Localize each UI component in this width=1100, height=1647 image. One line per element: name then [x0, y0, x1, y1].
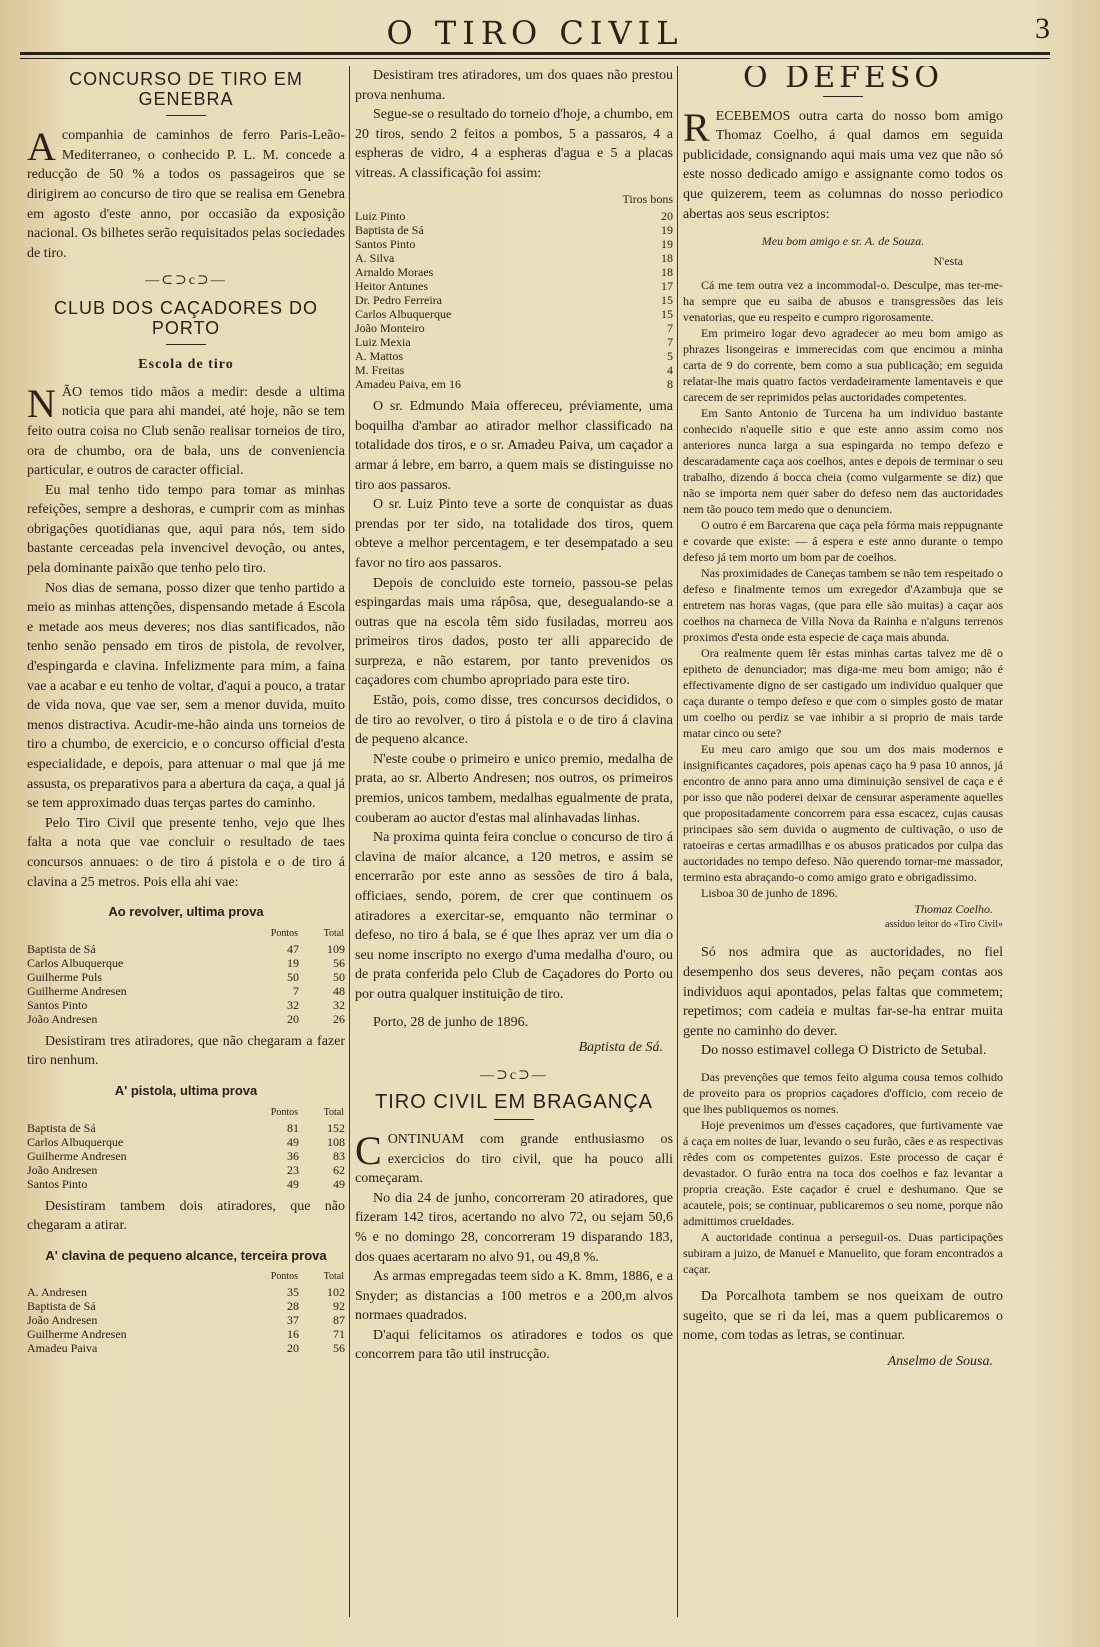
letter-signature-note: assiduo leitor do «Tiro Civil»: [885, 919, 1003, 931]
newspaper-title: O TIRO CIVIL: [386, 14, 684, 52]
paragraph-text: ONTINUAM com grande enthusiasmo os exercicios do tiro civil, que ha pouco alli começaram.: [355, 1131, 673, 1187]
letter-paragraph: Em Santo Antonio de Turcena ha um individuo bastante conhecido n'aquelle sitio e que este anno assim como nos anteriores nunca larga a sua espingarda no tempo defezo e descaradamente caça aos coelhos, antes e depois de terminar o seu trabalho, dizendo á bocca cheia (como vulgarmente se diz) que não se importa nem quer saber do defeso nem das auctoridades nem tão pouco tem medo que o denunciem.: [683, 406, 1003, 517]
letter-paragraph: Cá me tem outra vez a incommodal-o. Desculpe, mas ter-me-ha sempre que eu saiba de abusos e transgressões das leis venatorias, que eu respeito e cumpro rigorosamente.: [683, 278, 1003, 325]
article-paragraph: Segue-se o resultado do torneio d'hoje, a chumbo, em 20 tiros, sendo 2 feitos a pombos, 5 a passaros, 4 a espheras de vidro, 4 a espheras d'agua e 5 a placas vitreas. A classificação foi assim:: [355, 107, 673, 181]
table-row: Guilherme Andresen 7 48: [27, 983, 345, 998]
article-paragraph: Nos dias de semana, posso dizer que tenho partido a meio as minhas attenções, dispensando metade á Escola e metade aos meus deveres; nos dias santificados, não tenho senão pensado em tiros de pistola, de revolver, d'espingarda e clavina. Infelizmente para mim, a faina vae a acabar e eu tenho de voltar, d'aqui a pouco, a tratar de vida nova, que vae ser, sem a menor duvida, muito menos distractiva. Acudir-me-hão ainda uns torneios de tiro a chumbo, de exercicio, e o concurso official d'esta especialidade, e depois, para attenuar o mal que já me assusta, os preparativos para a abertura da caça, a qual já se tem approximado duas terças partes do caminho.: [27, 580, 345, 812]
ornament-divider: —⊃c⊃—: [480, 1067, 548, 1083]
drop-cap: C: [355, 1127, 382, 1173]
column-divider: [349, 66, 350, 1617]
table-row: Arnaldo Moraes 18: [355, 265, 673, 280]
letter-paragraph: Ora realmente quem lêr estas minhas cartas talvez me dê o epitheto de denunciador; mas diga-me meu bom amigo; não é effectivamente digno de ser castigado um individuo qualquer que caça durante o tempo defeso e que com o simples gosto de matar um coelho ou perdiz se vae inhibir a si proprio de mais tarde matar cinco ou sete?: [683, 646, 1003, 741]
article-paragraph: [683, 104, 1003, 225]
table-row: João Monteiro 7: [355, 321, 673, 336]
masthead-rule: [20, 52, 1050, 55]
masthead-rule-thin: [20, 58, 1050, 59]
signature: Anselmo de Sousa.: [887, 1353, 993, 1369]
quote-paragraph: Hoje prevenimos um d'esses caçadores, que furtivamente vae á caça em noites de luar, levando o seu furão, cães e as respectivas rêdes com os competentes guizos. Este processo de caçar é devastador. O furão entra na toca dos coelhos e faz levantar a propria creação. Este caçador é cruel e deshumano. Que se acautele, pois; se continuar, publicaremos o seu nome, porque não admittimos crueldades.: [683, 1117, 1003, 1228]
score-table-revolver: [27, 926, 345, 1026]
page-number: 3: [1035, 12, 1050, 45]
table-row: Santos Pinto 32 32: [27, 997, 345, 1012]
score-table-clavina: [27, 1269, 345, 1355]
table-row: Carlos Albuquerque 49 108: [27, 1134, 345, 1149]
ornament-divider: —⊂⊃c⊃—: [145, 273, 227, 289]
table-row: Santos Pinto 19: [355, 237, 673, 252]
table-row: Dr. Pedro Ferreira 15: [355, 293, 673, 308]
article-subtitle: Escola de tiro: [138, 357, 234, 373]
table-note: Desistiram tambem dois atiradores, que não chegaram a atirar.: [27, 1198, 345, 1234]
article-paragraph: Eu mal tenho tido tempo para tomar as minhas refeições, sempre a deshoras, e cumprir com as minhas obrigações quotidianas que, aqui para nós, tem sido bastante cerceadas pela invencivel devoção, ou antes, pela dominante paixão que tenho pelo tiro.: [27, 482, 345, 577]
article-paragraph: Na proxima quinta feira conclue o concurso de tiro á clavina de maior alcance, a 120 metros, e assim se encerrarão por este anno as sessões de tiro á bala, officiaes, sendo, porem, de crer que continuem os atiradores a exercitar-se, emquanto não terminar o defeso, no tiro á bala, se é que lhes apraz ver um dia o seu nome inscripto no exergo d'uma medalha d'ouro, ou de prata conferida pelo Club de Caçadores do Porto ou por outra qualquer instituição de tiro.: [355, 830, 673, 1002]
column-header: Pontos: [270, 927, 298, 939]
letter-salutation: Meu bom amigo e sr. A. de Souza.: [761, 234, 925, 249]
table-row: Amadeu Paiva 20 56: [27, 1341, 345, 1356]
table-row: A. Andresen 35 102: [27, 1285, 345, 1300]
score-table-pistola: [27, 1105, 345, 1191]
dateline: Porto, 28 de junho de 1896.: [373, 1014, 529, 1030]
column-header: Total: [323, 1271, 344, 1283]
article-paragraph: O sr. Luiz Pinto teve a sorte de conquistar as duas prendas por ter sido, na totalidade dos tiros, quem obteve a melhor percentagem, e ter desempatado a seu favor no tiro aos passaros.: [355, 497, 673, 571]
signature: Baptista de Sá.: [578, 1040, 663, 1056]
paragraph-text: companhia de caminhos de ferro Paris-Leão-Mediterraneo, o conhecido P. L. M. concede a reducção de 50 % a todos os passageiros que se dirigirem ao concurso de tiro que se realisa em Genebra em agosto d'este anno, por occasião da exposição nacional. Os bilhetes serão requisitados pelas sociedades de tiro.: [27, 128, 345, 261]
column-header: Total: [323, 927, 344, 939]
article-paragraph: Desistiram tres atiradores, um dos quaes não prestou prova nenhuma.: [355, 68, 673, 103]
table-row: Carlos Albuquerque 19 56: [27, 955, 345, 970]
table-note: Desistiram tres atiradores, que não chegaram a fazer tiro nenhum.: [27, 1033, 345, 1069]
paragraph-text: ÃO temos tido mãos a medir: desde a ultima noticia que para ahi mandei, até hoje, não se tem feito outra coisa no Club senão realisar torneios de tiro, ora de chumbo, ora de bala, uns de conveniencia particular, e outros de caracter official.: [27, 384, 345, 479]
table-title-pistola: A' pistola, ultima prova: [114, 1082, 258, 1098]
letter-paragraph: Em primeiro logar devo agradecer ao meu bom amigo as phrazes lisongeiras e immerecidas com que encimou a minha carta de 9 do corrente, bem como a sua publicação; em seguida relatar-lhe mais quatro factos verdadeiramente lamentaveis e que carecem de ser reprimidos pelas auctoridades competentes.: [683, 326, 1003, 405]
divider: [494, 1119, 534, 1120]
article-paragraph: As armas empregadas teem sido a K. 8mm, 1886, e a Snyder; as distancias a 100 metros e a 200,m alvos normaes quadrados.: [355, 1269, 673, 1324]
table-row: Santos Pinto 49 49: [27, 1176, 345, 1191]
table-row: Guilherme Andresen 16 71: [27, 1327, 345, 1342]
column-2: [355, 66, 673, 1627]
article-title-club: CLUB DOS CAÇADORES DO PORTO: [53, 297, 319, 338]
article-paragraph: [27, 380, 345, 481]
letter-paragraph: Nas proximidades de Caneças tambem se não tem respeitado o defeso e finalmente temos um exregedor d'Azambuja que se entretem nas horas vagas, (que para elle são muitas) a caçar aos coelhos na charneca de Villa Nova da Rainha e n'alguns terrenos proximos d'esta onde esta especie de caça mais abunda.: [683, 566, 1003, 645]
article-paragraph: Só nos admira que as auctoridades, no fiel desempenho dos seus deveres, não peçam contas aos individuos aqui apontados, pelas faltas que commetem; repetimos; com cadeia e multas far-se-ha entrar muita gente no caminho do dever.: [683, 945, 1003, 1039]
column-header: Pontos: [270, 1106, 298, 1118]
article-paragraph: Pelo Tiro Civil que presente tenho, vejo que lhes falta a nota que vae concluir o resultado de taes concursos annuaes: o de tiro á pistola e o de tiro á clavina a 25 metros. Pois ella ahi vae:: [27, 815, 345, 890]
article-paragraph: O sr. Edmundo Maia offereceu, préviamente, uma boquilha d'ambar ao atirador melhor classificado na totalidade dos tiros, e o sr. Amadeu Paiva, um caçador a armar á lebre, em barro, a quem mais se distinguisse no tiro aos passaros.: [355, 399, 673, 493]
score-table-tiros: [355, 209, 673, 391]
article-paragraph: [355, 1127, 673, 1189]
letter-signature: Thomaz Coelho.: [914, 902, 993, 917]
letter-paragraph: O outro é em Barcarena que caça pela fórma mais reppugnante e covarde que existe: — á espera e este anno durante o tempo defeso já tem morto um bom par de coelhos.: [683, 518, 1003, 565]
quote-paragraph: Das prevenções que temos feito alguma cousa temos colhido de proveito para os proprios caçadores d'officio, com receio de que lhes publiquemos os nomes.: [683, 1069, 1003, 1116]
article-paragraph: Estão, pois, como disse, tres concursos decididos, o de tiro ao revolver, o tiro á pistola e o de tiro á clavina de pequeno alcance.: [355, 693, 673, 748]
table-row: Baptista de Sá 47 109: [27, 941, 345, 956]
table-row: M. Freitas 4: [355, 363, 673, 378]
table-row: Guilherme Puls 50 50: [27, 969, 345, 984]
table-row: Amadeu Paiva, em 16 8: [355, 377, 673, 392]
divider: [166, 115, 206, 116]
column-1: [27, 66, 345, 1627]
table-row: Baptista de Sá 19: [355, 223, 673, 238]
article-title-braganca: TIRO CIVIL EM BRAGANÇA: [375, 1091, 653, 1114]
masthead: [20, 0, 1050, 56]
article-paragraph: D'aqui felicitamos os atiradores e todos os que concorrem para tão util instrucção.: [355, 1327, 673, 1363]
column-divider: [677, 66, 678, 1617]
article-paragraph: Da Porcalhota tambem se nos queixam de outro sugeito, que se ri da lei, mas a quem publicaremos o nome, com todas as letras, se continuar.: [683, 1288, 1003, 1344]
article-title-defeso: O DEFESO: [743, 66, 943, 95]
table-row: A. Mattos 5: [355, 349, 673, 364]
paragraph-text: ECEBEMOS outra carta do nosso bom amigo Thomaz Coelho, á qual damos em seguida publicidade, consignando aqui mais uma vez que não só este nosso dedicado amigo e assignante como todos os que quizerem, teem as columnas do nosso periodico abertas aos seus escriptos:: [683, 108, 1003, 222]
drop-cap: N: [27, 380, 56, 426]
letter-place: N'esta: [933, 253, 963, 268]
table-row: João Andresen 20 26: [27, 1011, 345, 1026]
article-paragraph: Depois de concluido este torneio, passou-se pelas espingardas mais uma rápôsa, que, desegualando-se a outras que na escola têm sido fusiladas, morreu aos primeiros tiros dados, posto ter alli apparecido de surpreza, e não estarem, por tanto prevenidos os caçadores com chumbo apropriado para este tiro.: [355, 575, 673, 689]
table-row: Baptista de Sá 81 152: [27, 1120, 345, 1135]
table-row: A. Silva 18: [355, 251, 673, 266]
table-row: Baptista de Sá 28 92: [27, 1299, 345, 1314]
divider: [166, 344, 206, 345]
article-paragraph: No dia 24 de junho, concorreram 20 atiradores, que fizeram 142 tiros, acertando no alvo 72, ou sejam 50,6 % e no domingo 28, concorreram 19 disparando 183, dos quaes acertaram no alvo 91, ou 49,8 %.: [355, 1190, 673, 1265]
table-title-clavina: A' clavina de pequeno alcance, terceira prova: [45, 1247, 327, 1263]
letter-date: Lisboa 30 de junho de 1896.: [701, 886, 838, 901]
column-header: Tiros bons: [622, 191, 673, 206]
letter-body: [683, 277, 1003, 933]
table-row: Heitor Antunes 17: [355, 279, 673, 294]
table-title-revolver: Ao revolver, ultima prova: [108, 904, 264, 920]
article-paragraph: Do nosso estimavel collega O Districto de Setubal.: [701, 1043, 987, 1059]
letter-paragraph: Eu meu caro amigo que sou um dos mais modernos e insignificantes caçadores, pois apenas caço ha 9 pasa 10 annos, já encontro de anno para anno uma diminuição sensivel de caça e é por isso que não poderei deixar de censurar asperamente aquelles que propositadamente concorrem para essa escacez, cujas causas principaes são sem duvida o augmento de cultivação, o uso de ratoeiras e certas armadilhas e os abusos praticados por culpa das auctoridades no tempo defeso. Não querendo tornar-me massador, termino esta abraçando-o como amigo grato e obrigadissimo.: [683, 742, 1003, 885]
drop-cap: A: [27, 124, 56, 170]
divider: [823, 96, 863, 97]
quoted-text: [683, 1069, 1003, 1277]
drop-cap: R: [683, 104, 710, 150]
article-paragraph: [27, 126, 345, 263]
table-row: Carlos Albuquerque 15: [355, 307, 673, 322]
table-row: Luiz Mexia 7: [355, 335, 673, 350]
column-header: Total: [323, 1106, 344, 1118]
quote-paragraph: A auctoridade continua a perseguil-os. Duas participações subiram a juizo, de Manuel e Manuelito, que foram encontrados a caçar.: [683, 1229, 1003, 1276]
table-row: Luiz Pinto 20: [355, 209, 673, 224]
column-3: [683, 66, 1003, 1627]
article-title-concurso: CONCURSO DE TIRO EM GENEBRA: [69, 69, 303, 109]
article-paragraph: N'este coube o primeiro e unico premio, medalha de prata, ao sr. Alberto Andresen; nos outros, os primeiros premios, unicos tambem, medalhas egualmente de prata, couberam ao auctor d'estas mal alinhavadas linhas.: [355, 751, 673, 826]
table-row: Guilherme Andresen 36 83: [27, 1148, 345, 1163]
table-row: João Andresen 37 87: [27, 1313, 345, 1328]
column-header: Pontos: [270, 1271, 298, 1283]
table-row: João Andresen 23 62: [27, 1162, 345, 1177]
